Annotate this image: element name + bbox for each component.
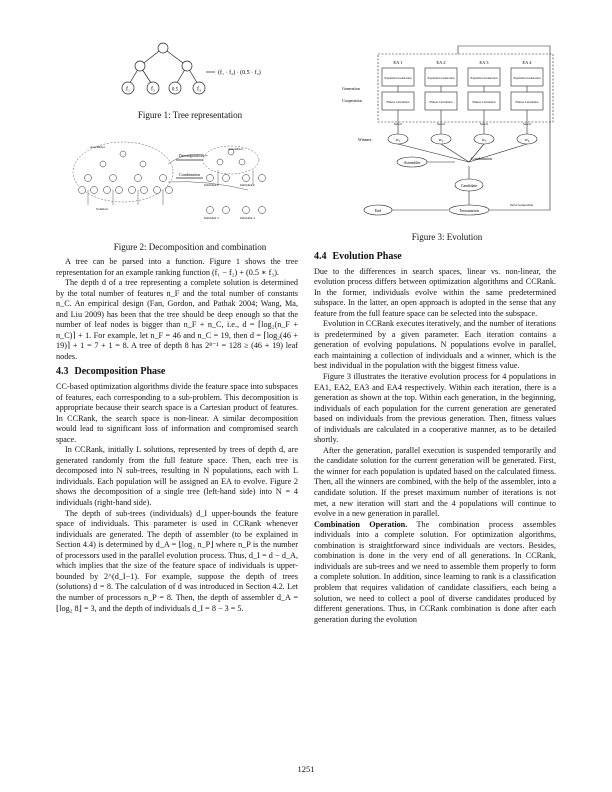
label-candidate: Candidate (460, 183, 478, 188)
label-winners: Winners (358, 137, 372, 142)
figure-1-leaf: f₂ (150, 86, 156, 93)
figure-1-tree (85, 38, 305, 108)
label-next-generation: Next Generation (510, 203, 534, 207)
label-generation: Generation (342, 86, 360, 91)
figure-2-decomposition (68, 130, 313, 238)
ea4-label: EA 4 (522, 60, 532, 65)
figure-3-evolution (338, 42, 556, 224)
figure-2-label-individual3: Individual 3 (204, 216, 219, 220)
figure-1-leaf: 0.5 (171, 87, 179, 93)
paragraph-lead: Combination Operation. (314, 519, 408, 529)
section-heading-4-3 (56, 367, 298, 378)
figure-2-caption: Figure 2: Decomposition and combination (113, 242, 267, 252)
figure-2-label-solution: Solution (96, 207, 108, 211)
figure-2-label-individual4: Individual 4 (240, 216, 255, 220)
right-column (314, 252, 556, 625)
figure-1-leaf: f₃ (196, 86, 202, 93)
figure-1-leaf: f₁ (125, 86, 131, 93)
label-end: End (374, 208, 382, 213)
winner-w3: w₃ (481, 137, 487, 142)
label-cooperation: Cooperation (342, 98, 362, 103)
select-label-2: Select (436, 122, 446, 126)
fitness-calculation-box-4: Fitness Calculation (515, 100, 539, 104)
paragraph: Evolution in CCRank executes iteratively, and the number of iterations is predetermined by a given parameter. Each iteration contains a generation of evolving populations. N populations evolve in parallel, each maintaining a collection of individuals and a winner, which is the best individual in the population with the biggest fitness value. (314, 319, 556, 371)
section-number: 4.4 (314, 251, 327, 262)
figure-2-label-decomposition: Decomposition (179, 153, 204, 158)
ea2-label: EA 2 (436, 60, 446, 65)
figure-1-expression: (f₁ · f₂) · (0.5 · f₃) (218, 70, 261, 76)
paragraph: Due to the differences in search spaces, linear vs. non-linear, the evolution process differs between optimization algorithms and CCRank. In the former, individuals evolve within the same predetermined subspace. In the latter, an open approach is adopted in the sense that any feature from the full feature space can be selected into the subspace. (314, 266, 556, 318)
paragraph: Figure 3 illustrates the iterative evolution process for 4 populations in EA1, EA2, EA3 and EA4 respectively. Within each iteration, there is a generation as shown at the top. Within each generation, in the beginning, individuals of each population for the current generation are generated based on individuals from the previous generation. Then, fitness values of individuals are calculated in a cooperative manner, as to be detailed shortly. (314, 372, 556, 445)
select-label-4: Select (522, 122, 532, 126)
paragraph (314, 520, 556, 625)
winner-w2: w₂ (438, 137, 444, 142)
figure-2-label-individual1: Individual 1 (204, 183, 219, 187)
label-termination: Termination (459, 208, 479, 213)
figure-3-caption: Figure 3: Evolution (411, 232, 483, 242)
figure-2-label-combination: Combination (179, 172, 200, 177)
select-label-3: Select (479, 122, 489, 126)
fitness-calculation-box-3: Fitness Calculation (472, 100, 496, 104)
paragraph: In CCRank, initially L solutions, represented by trees of depth d, are generated randomly from the full feature space. Then, each tree is decomposed into N sub-trees, resulting in N populations, each with L individuals. Each population will be assigned an EA to evolve. Figure 2 shows the decomposition of a single tree (left-hand side) into N = 4 individuals (right-hand side). (56, 445, 298, 508)
population-generation-box-3: Population Generation (470, 76, 498, 80)
ea3-label: EA 3 (479, 60, 489, 65)
label-combination: Combination (471, 156, 492, 161)
section-heading-4-4 (314, 252, 556, 263)
paragraph: A tree can be parsed into a function. Figure 1 shows the tree representation for an example ranking function (f₁ − f₂) + (0.5 ∗ f₃). (56, 257, 298, 277)
label-assembler: Assembler (403, 160, 421, 165)
figure-2-label-individual2: Individual 2 (240, 183, 255, 187)
population-generation-box-2: Population Generation (427, 76, 455, 80)
population-generation-box-1: Population Generation (384, 76, 412, 80)
section-title: Evolution Phase (332, 251, 402, 262)
winner-w4: w₄ (524, 137, 530, 142)
winner-w1: w₁ (395, 137, 401, 142)
page-number: 1251 (297, 764, 315, 774)
section-number: 4.3 (56, 366, 69, 378)
paragraph: The depth d of a tree representing a complete solution is determined by the total number of features n_F and the total number of constants n_C. An empirical design (Fan, Gordon, and Pathak 2004; Wang, Ma, and Liu 2009) has been that the tree should be deep enough so that the number of leaf nodes is bigger than n_F + n_C, i.e., d = ⌈log₂(n_F + n_C)⌉ + 1. For example, let n_F = 46 and n_C = 19, then d = ⌈log₂(46 + 19)⌉ + 1 = 7 + 1 = 8. A tree of depth 8 has 2⁸⁻¹ = 128 ≥ (46 + 19) leaf nodes. (56, 278, 298, 361)
paragraph-body: The combination process assembles individuals into a complete solution. For optimization algorithms, combination is straightforward since individuals are vectors. Besides, combination is done in the very end of all generations. In CCRank, individuals are sub-trees and we need to assemble them properly to form a complete solution. In addition, since learning to rank is a classification problem that requires validation of candidate classifiers, each being a solution, we need to collect a pool of diverse candidates produced by different generations. Thus, in CCRank combination is done after each generation during the evolution (314, 519, 556, 624)
ea1-label: EA 1 (393, 60, 403, 65)
left-column (56, 257, 298, 614)
fitness-calculation-box-2: Fitness Calculation (429, 100, 453, 104)
section-title: Decomposition Phase (74, 366, 166, 378)
fitness-calculation-box-1: Fitness Calculation (386, 100, 410, 104)
figure-2-label-assembler-right: Assembler (228, 147, 243, 151)
paragraph: CC-based optimization algorithms divide the feature space into subspaces of features, each corresponding to a sub-problem. This decomposition is appropriate because their search space is a Cartesian product of features. In CCRank, the search space is non-linear. A similar decomposition would lead to significant loss of information and compromised search space. (56, 382, 298, 444)
select-label-1: Select (393, 122, 403, 126)
paragraph: The depth of sub-trees (individuals) d_I upper-bounds the feature space of individuals. This parameter is used in CCRank whenever individuals are generated. The depth of assembler (to be explained in Section 4.4) is determined by d_A = ⌊log₂ n_P⌋ where n_P is the number of processors used in the parallel evolution process. Thus, d_I = d − d_A, which implies that the size of the feature space of individuals is upper-bounded by 2^(d_I−1). For example, suppose the depth of trees (solutions) d = 8. The calculation of d was introduced in Section 4.2. Let the number of processors n_P = 8. Then, the depth of assembler d_A = ⌊log₂ 8⌋ = 3, and the depth of individuals d_I = 8 − 3 = 5. (56, 508, 298, 613)
figure-2-label-assembler: Assembler (90, 145, 105, 149)
paragraph: After the generation, parallel execution is suspended temporarily and the candidate solution for the current generation will be generated. First, the winner for each population is updated based on the calculated fitness. Then, all the winners are combined, with the help of the assembler, into a candidate solution. If the preset maximum number of iterations is not met, a new iteration will start and the 4 populations will continue to evolve in a new generation in parallel. (314, 445, 556, 519)
population-generation-box-4: Population Generation (513, 76, 541, 80)
figure-1-caption: Figure 1: Tree representation (137, 110, 243, 120)
